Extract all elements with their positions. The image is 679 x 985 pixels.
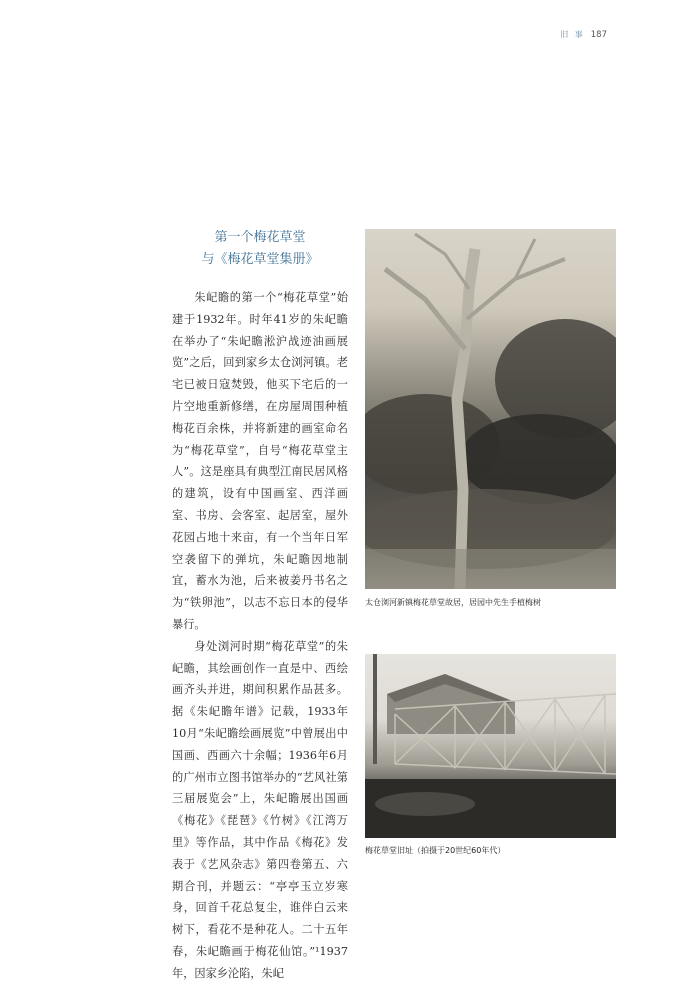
page-number: 187 <box>590 30 607 40</box>
section-label: 旧 事 <box>560 30 585 39</box>
article-title <box>172 227 348 271</box>
paragraph-2: 身处浏河时期“梅花草堂”的朱屺瞻，其绘画创作一直是中、西绘画齐头并进，期间积累作品甚多。据《朱屺瞻年谱》记载，1933年10月“朱屺瞻绘画展览”中曾展出中国画、西画六十余幅；1936年6月的广州市立图书馆举办的“艺风社第三届展览会”上，朱屺瞻展出国画《梅花》《琵琶》《竹树》《江湾万里》等作品，其中作品《梅花》发表于《艺风杂志》第四卷第五、六期合刊，并题云：“亭亭玉立岁寒身，回首千花总复尘，谁伴白云来树下，看花不是种花人。二十五年春，朱屺瞻画于梅花仙馆。”¹1937年，因家乡沦陷，朱屺 <box>172 639 348 980</box>
running-header <box>560 29 607 40</box>
photo-plum-tree-illustration <box>365 229 616 589</box>
title-line-2: 与《梅花草堂集册》 <box>201 252 319 267</box>
photo-plum-tree-garden <box>365 229 616 589</box>
photo-old-site <box>365 654 616 838</box>
photo-old-site-illustration <box>365 654 616 838</box>
body-text <box>172 287 348 985</box>
paragraph-1: 朱屺瞻的第一个“梅花草堂”始建于1932年。时年41岁的朱屺瞻在举办了“朱屺瞻淞沪战迹油画展览”之后，回到家乡太仓浏河镇。老宅已被日寇焚毁，他买下宅后的一片空地重新修缮，在房屋周围种植梅花百余株，并将新建的画室命名为“梅花草堂”，自号“梅花草堂主人”。这是座具有典型江南民居风格的建筑，设有中国画室、西洋画室、书房、会客室、起居室，屋外花园占地十来亩，有一个当年日军空袭留下的弹坑，朱屺瞻因地制宜，蓄水为池，后来被姜丹书名之为“铁卵池”，以志不忘日本的侵华暴行。 <box>172 291 348 631</box>
photo-caption-1: 太仓浏河新镇梅花草堂故居，居园中先生手植梅树 <box>365 598 541 607</box>
photo-caption-2: 梅花草堂旧址（拍摄于20世纪60年代） <box>365 846 506 855</box>
title-line-1: 第一个梅花草堂 <box>214 230 306 245</box>
